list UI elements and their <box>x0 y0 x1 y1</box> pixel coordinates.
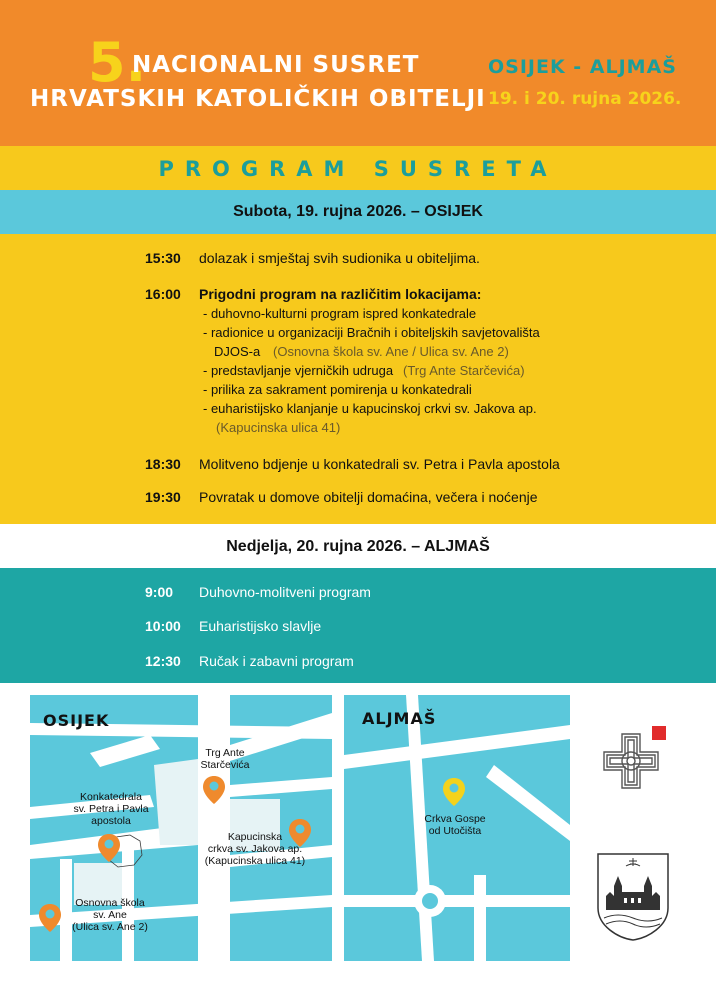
location-pin-icon <box>97 833 121 863</box>
location-pin-icon <box>38 903 62 933</box>
label-skola: Osnovna škola sv. Ane (Ulica sv. Ane 2) <box>72 897 148 933</box>
map-aljmas <box>344 695 570 961</box>
title-line-2: HRVATSKIH KATOLIČKIH OBITELJI <box>30 86 486 112</box>
day1-schedule <box>0 234 716 524</box>
header-banner <box>0 0 716 146</box>
sub-item-2-cont: DJOS-a <box>214 344 261 359</box>
label-konkatedrala: Konkatedrala sv. Petra i Pavla apostola <box>73 791 149 827</box>
edition-number: 5. <box>88 31 147 94</box>
day1-time-3: 18:30 <box>145 456 181 472</box>
label-crkva-gospe: Crkva Gospe od Utočišta <box>424 813 486 837</box>
day1-item-4: Povratak u domove obitelji domaćina, večera i noćenje <box>199 489 538 505</box>
day2-title: Nedjelja, 20. rujna 2026. – ALJMAŠ <box>226 538 490 555</box>
day1-time-4: 19:30 <box>145 489 181 505</box>
event-location: OSIJEK - ALJMAŠ <box>488 56 677 78</box>
day1-item-3: Molitveno bdjenje u konkatedrali sv. Petra i Pavla apostola <box>199 456 560 472</box>
day1-time-1: 15:30 <box>145 250 181 266</box>
day1-time-2: 16:00 <box>145 286 181 302</box>
sub-item-4: - prilika za sakrament pomirenja u konkatedrali <box>203 382 472 397</box>
day1-title: Subota, 19. rujna 2026. – OSIJEK <box>233 203 483 220</box>
day2-item-3: Ručak i zabavni program <box>199 653 354 669</box>
title-line-1: NACIONALNI SUSRET <box>132 52 420 78</box>
day2-item-2: Euharistijsko slavlje <box>199 618 322 634</box>
day1-item-2: Prigodni program na različitim lokacijama: <box>199 286 482 302</box>
day2-time-1: 9:00 <box>145 584 174 600</box>
sub-item-5-location: (Kapucinska ulica 41) <box>216 420 341 435</box>
location-pin-icon <box>202 775 226 805</box>
map-osijek-title: OSIJEK <box>43 711 110 730</box>
sub-item-2: - radionice u organizaciji Bračnih i obiteljskih savjetovališta <box>203 325 540 340</box>
label-trg: Trg Ante Starčevića <box>200 747 250 771</box>
cross-logo-icon <box>596 724 668 804</box>
day2-item-1: Duhovno-molitveni program <box>199 584 371 600</box>
map-aljmas-title: ALJMAŠ <box>362 709 437 728</box>
event-dates: 19. i 20. rujna 2026. <box>488 89 682 109</box>
sub-item-5: - euharistijsko klanjanje u kapucinskoj crkvi sv. Jakova ap. <box>203 401 537 416</box>
sub-item-3-location: (Trg Ante Starčevića) <box>403 363 525 378</box>
day2-time-2: 10:00 <box>145 618 181 634</box>
label-kapucinska: Kapucinska crkva sv. Jakova ap. (Kapucinska ulica 41) <box>204 831 306 867</box>
sub-item-3: - predstavljanje vjerničkih udruga <box>203 363 394 378</box>
sub-item-1: - duhovno-kulturni program ispred konkatedrale <box>203 306 477 321</box>
program-title: PROGRAM SUSRETA <box>158 157 558 181</box>
day1-item-1: dolazak i smještaj svih sudionika u obiteljima. <box>199 250 480 266</box>
location-pin-icon <box>442 777 466 807</box>
coat-of-arms-icon <box>596 852 670 942</box>
map-osijek <box>30 695 332 961</box>
day2-time-3: 12:30 <box>145 653 181 669</box>
sub-item-2-location: (Osnovna škola sv. Ane / Ulica sv. Ane 2) <box>273 344 509 359</box>
